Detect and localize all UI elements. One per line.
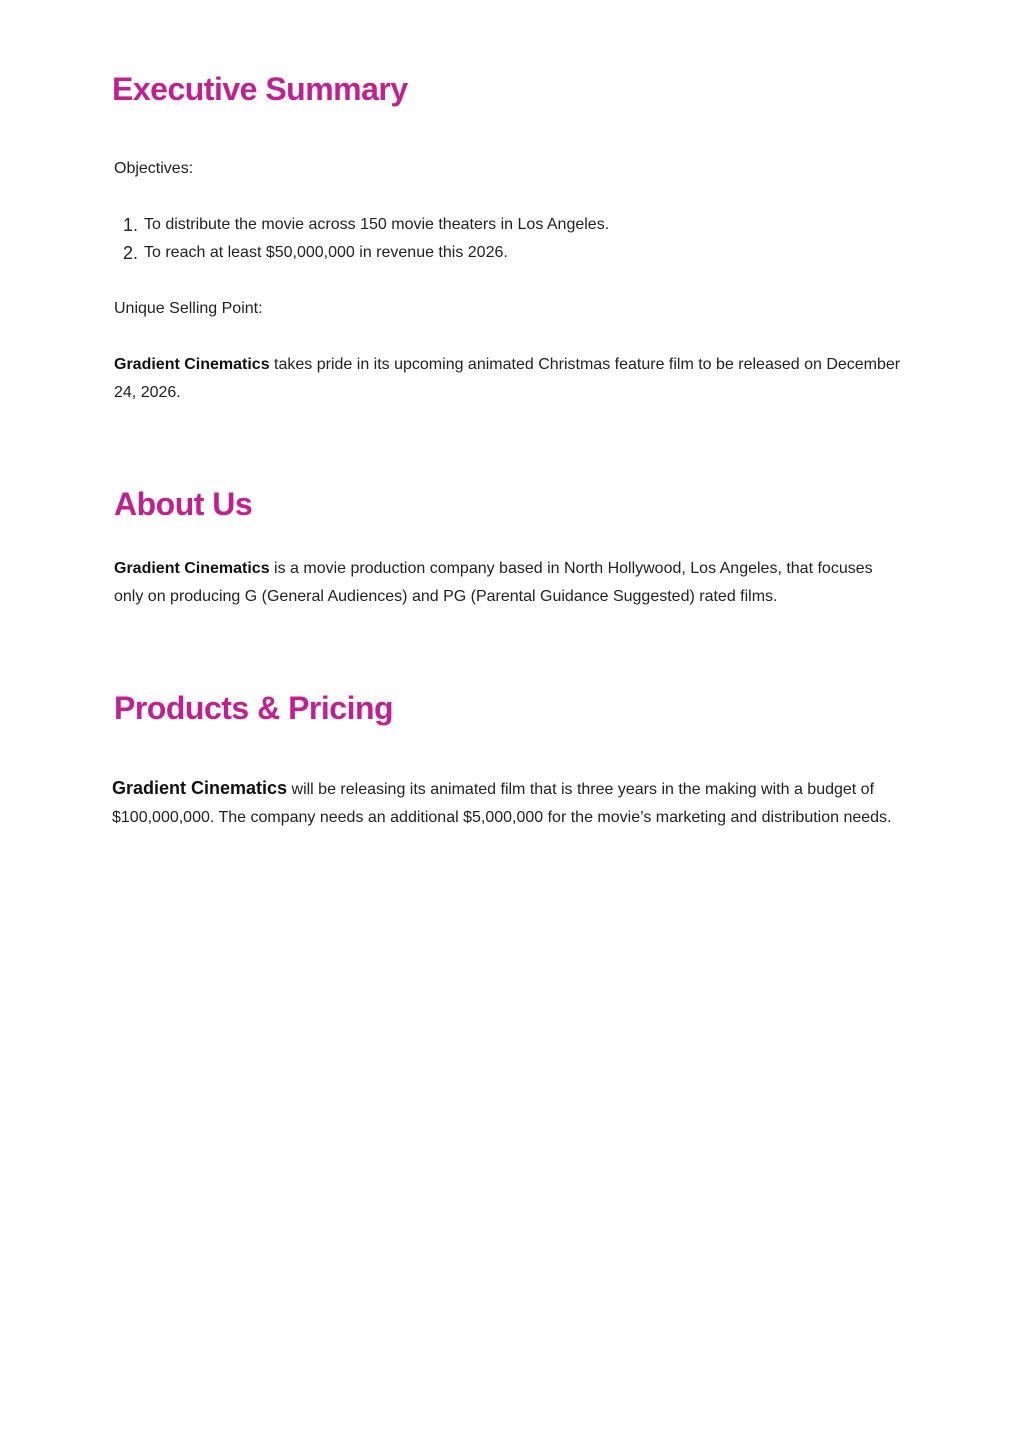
about-us-heading: About Us	[114, 486, 253, 522]
objectives-list	[114, 211, 924, 267]
company-name: Gradient Cinematics	[114, 356, 270, 373]
products-pricing-paragraph	[112, 774, 902, 832]
usp-text: takes pride in its upcoming animated Christmas feature film to be released on December 24, 2026.	[114, 356, 901, 401]
company-name: Gradient Cinematics	[114, 560, 270, 577]
objective-item	[144, 211, 924, 239]
executive-summary-heading: Executive Summary	[112, 71, 408, 107]
objective-text: To distribute the movie across 150 movie theaters in Los Angeles.	[144, 216, 610, 233]
company-name: Gradient Cinematics	[112, 778, 288, 798]
usp-label: Unique Selling Point:	[114, 300, 263, 317]
about-us-text: is a movie production company based in North Hollywood, Los Angeles, that focuses only on producing G (General Audiences) and PG (Parental Guidance Suggested) rated films.	[114, 560, 873, 605]
objective-item	[144, 239, 924, 267]
products-pricing-heading: Products & Pricing	[114, 690, 394, 726]
objective-text: To reach at least $50,000,000 in revenue this 2026.	[144, 244, 508, 261]
usp-paragraph	[114, 351, 914, 407]
products-pricing-text: will be releasing its animated film that is three years in the making with a budget of $100,000,000. The company needs an additional $5,000,000 for the movie’s marketing and distribution needs.	[112, 781, 892, 826]
objectives-label: Objectives:	[114, 160, 194, 177]
about-us-paragraph	[114, 555, 904, 611]
